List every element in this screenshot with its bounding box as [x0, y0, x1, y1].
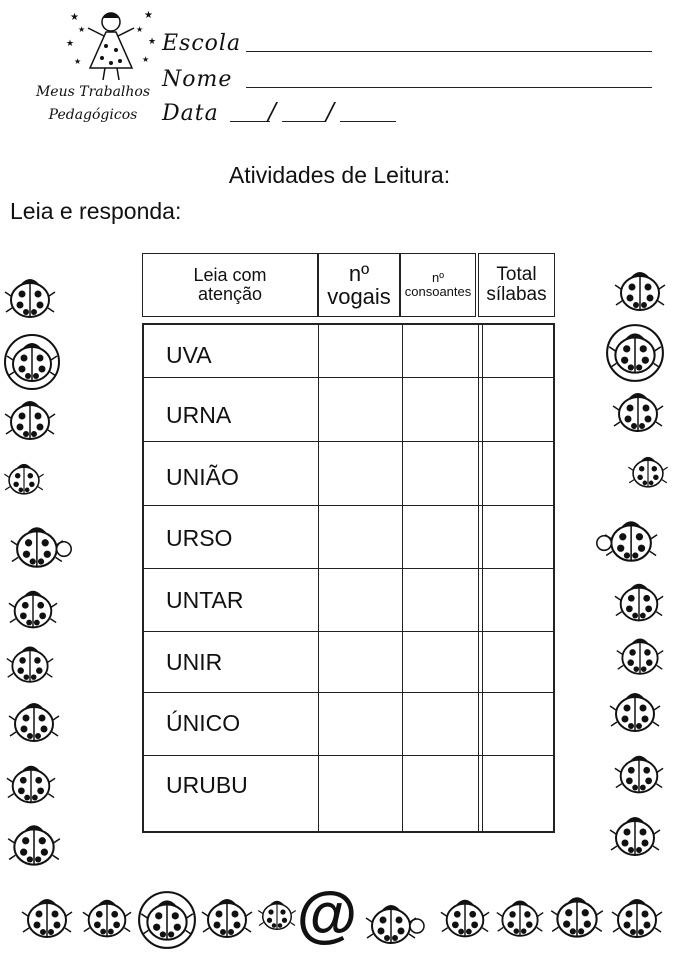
header-cell-vogais	[318, 253, 400, 317]
svg-text:★: ★	[144, 10, 153, 21]
ladybug-icon	[626, 446, 670, 504]
date-separator: /	[326, 98, 335, 126]
ladybug-icon	[612, 748, 666, 804]
ladybug-icon	[198, 892, 256, 948]
ladybug-icon	[604, 810, 666, 866]
header-vogais-line2: vogais	[327, 284, 391, 309]
year-write-line	[340, 121, 396, 122]
table-row-word: ÚNICO	[166, 710, 241, 736]
svg-text:★: ★	[78, 25, 86, 34]
header-leia-line1: Leia com	[193, 265, 267, 286]
ladybug-icon	[80, 892, 134, 948]
vogais-answer-column[interactable]	[320, 325, 400, 831]
consoantes-answer-column[interactable]	[404, 325, 476, 831]
logo	[28, 6, 158, 130]
escola-label: Escola	[162, 31, 242, 56]
table-row-word: UNIR	[166, 649, 223, 675]
header-consoantes-line1: nº	[432, 270, 444, 286]
ladybug-icon	[256, 888, 298, 948]
ladybug-icon	[604, 324, 666, 382]
escola-write-line	[246, 51, 652, 52]
ladybug-icon	[438, 892, 492, 948]
svg-text:★: ★	[136, 25, 144, 34]
ladybug-icon	[590, 516, 666, 568]
ladybug-icon	[2, 522, 78, 574]
data-label: Data	[162, 101, 219, 126]
ladybug-icon	[18, 892, 76, 948]
header-cell-leia	[142, 253, 318, 317]
table-row-word: UNTAR	[166, 587, 244, 613]
logo-text-line1: Meus Trabalhos	[35, 84, 151, 100]
ladybug-icon	[604, 686, 666, 742]
ladybug-icon	[2, 272, 58, 328]
day-write-line	[230, 121, 270, 122]
date-separator: /	[268, 98, 277, 126]
ladybug-icon	[2, 334, 62, 390]
svg-text:★: ★	[142, 55, 150, 64]
header-leia-line2: atenção	[197, 284, 263, 304]
instruction-text: Leia e responda:	[10, 198, 182, 224]
ladybug-icon	[612, 264, 668, 322]
header-cell-silabas	[478, 253, 555, 317]
table-row-word: URNA	[166, 402, 232, 428]
ladybug-icon	[2, 818, 66, 876]
table-row-word: UVA	[166, 342, 212, 368]
ladybug-icon	[494, 892, 546, 948]
month-write-line	[282, 121, 326, 122]
ladybug-icon	[614, 632, 666, 684]
data-field[interactable]	[162, 98, 402, 126]
ladybug-icon	[2, 394, 58, 450]
logo-text-line2: Pedagógicos	[48, 107, 138, 123]
girl-illustration-icon	[66, 6, 156, 86]
answer-table	[142, 323, 555, 833]
ladybug-icon	[356, 900, 432, 950]
svg-text:★: ★	[148, 36, 156, 46]
ladybug-icon	[136, 890, 198, 950]
page-title: Atividades de Leitura:	[228, 162, 451, 188]
header-vogais-line1: nº	[348, 260, 370, 286]
silabas-answer-column[interactable]	[484, 325, 553, 831]
header-consoantes-line2: consoantes	[404, 284, 472, 299]
ladybug-icon	[608, 892, 666, 948]
header-cell-consoantes	[400, 253, 476, 317]
nome-write-line	[246, 87, 652, 88]
ladybug-icon	[2, 454, 46, 510]
svg-text:★: ★	[74, 57, 82, 66]
svg-text:★: ★	[70, 12, 79, 23]
header-silabas-line2: sílabas	[486, 284, 547, 305]
ladybug-icon	[612, 576, 666, 632]
nome-label: Nome	[162, 67, 233, 92]
ladybug-icon	[2, 696, 66, 752]
nome-field[interactable]	[162, 64, 652, 92]
ladybug-icon	[610, 386, 666, 442]
table-row-word: URSO	[166, 525, 233, 551]
escola-field[interactable]	[162, 28, 652, 56]
ladybug-icon	[4, 758, 58, 814]
header-silabas-line1: Total	[496, 264, 537, 286]
table-row-word: UNIÃO	[166, 464, 239, 490]
ladybug-icon	[6, 584, 60, 638]
svg-text:★: ★	[66, 38, 75, 48]
ladybug-icon	[4, 640, 56, 692]
table-row-word: URUBU	[166, 772, 248, 798]
at-sign-icon: @	[296, 880, 358, 949]
ladybug-icon	[546, 890, 608, 948]
